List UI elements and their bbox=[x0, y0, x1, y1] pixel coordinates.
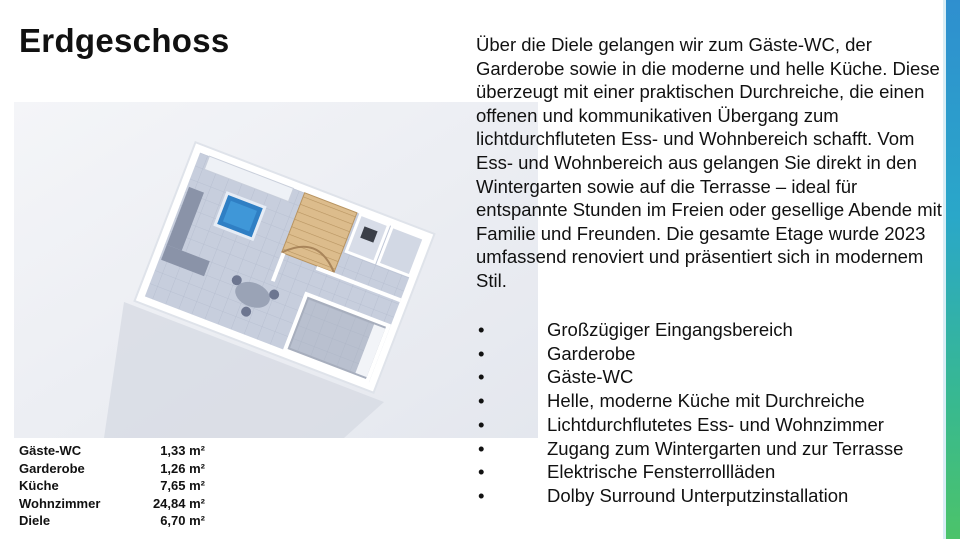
bullet-icon: • bbox=[478, 484, 485, 506]
floor-plan-render bbox=[14, 102, 538, 438]
feature-label: Großzügiger Eingangsbereich bbox=[547, 319, 793, 340]
feature-label: Helle, moderne Küche mit Durchreiche bbox=[547, 390, 865, 412]
area-name: Diele bbox=[19, 513, 51, 528]
area-name: Garderobe bbox=[19, 460, 85, 476]
area-table bbox=[19, 442, 205, 530]
bullet-icon: • bbox=[478, 366, 485, 388]
area-value: 6,70 m² bbox=[160, 513, 205, 528]
accent-stripe bbox=[946, 0, 960, 539]
area-value: 24,84 m² bbox=[152, 495, 205, 511]
table-row bbox=[19, 495, 205, 513]
page-title: Erdgeschoss bbox=[19, 22, 230, 59]
feature-label: Zugang zum Wintergarten und zur Terrasse bbox=[547, 437, 904, 459]
area-value: 7,65 m² bbox=[160, 478, 205, 493]
bullet-icon: • bbox=[478, 390, 485, 412]
feature-label: Garderobe bbox=[547, 342, 636, 364]
feature-label: Dolby Surround Unterputzinstallation bbox=[547, 484, 849, 506]
list-item bbox=[476, 365, 946, 389]
floor-plan-image bbox=[14, 102, 538, 438]
list-item bbox=[476, 437, 946, 461]
area-value: 1,26 m² bbox=[160, 460, 205, 476]
bullet-icon: • bbox=[478, 413, 485, 435]
area-name: Küche bbox=[19, 478, 59, 493]
area-value: 1,33 m² bbox=[160, 443, 205, 458]
feature-label: Gäste-WC bbox=[547, 366, 634, 388]
list-item bbox=[476, 342, 946, 366]
feature-list bbox=[476, 318, 946, 508]
feature-label: Lichtdurchflutetes Ess- und Wohnzimmer bbox=[547, 413, 884, 435]
area-name: Wohnzimmer bbox=[19, 495, 101, 511]
table-row bbox=[19, 477, 205, 495]
list-item bbox=[476, 484, 946, 508]
bullet-icon: • bbox=[478, 342, 485, 364]
area-name: Gäste-WC bbox=[19, 443, 82, 458]
list-item bbox=[476, 389, 946, 413]
table-row bbox=[19, 442, 205, 460]
list-item bbox=[476, 413, 946, 437]
table-row bbox=[19, 512, 205, 530]
feature-label: Elektrische Fensterrollläden bbox=[547, 461, 776, 483]
bullet-icon: • bbox=[478, 461, 485, 483]
bullet-icon: • bbox=[478, 319, 485, 340]
table-row bbox=[19, 460, 205, 478]
list-item bbox=[476, 460, 946, 484]
list-item bbox=[476, 318, 946, 342]
bullet-icon: • bbox=[478, 437, 485, 459]
description-text: Über die Diele gelangen wir zum Gäste-WC, der Garderobe sowie in die moderne und helle Küche. Diese überzeugt mit einer praktischen Durchreiche, die einen offenen und kommunikativen Übergang zum lichtdurchfluteten Ess- und Wohnbereich schafft. Vom Ess- und Wohnbereich aus gelangen Sie direkt in den Wintergarten sowie auf die Terrasse – ideal für entspannte Stunden im Freien oder gesellige Abende mit Familie und Freunden. Die gesamte Etage wurde 2023 umfassend renoviert und präsentiert sich in modernem Stil. bbox=[476, 34, 942, 291]
